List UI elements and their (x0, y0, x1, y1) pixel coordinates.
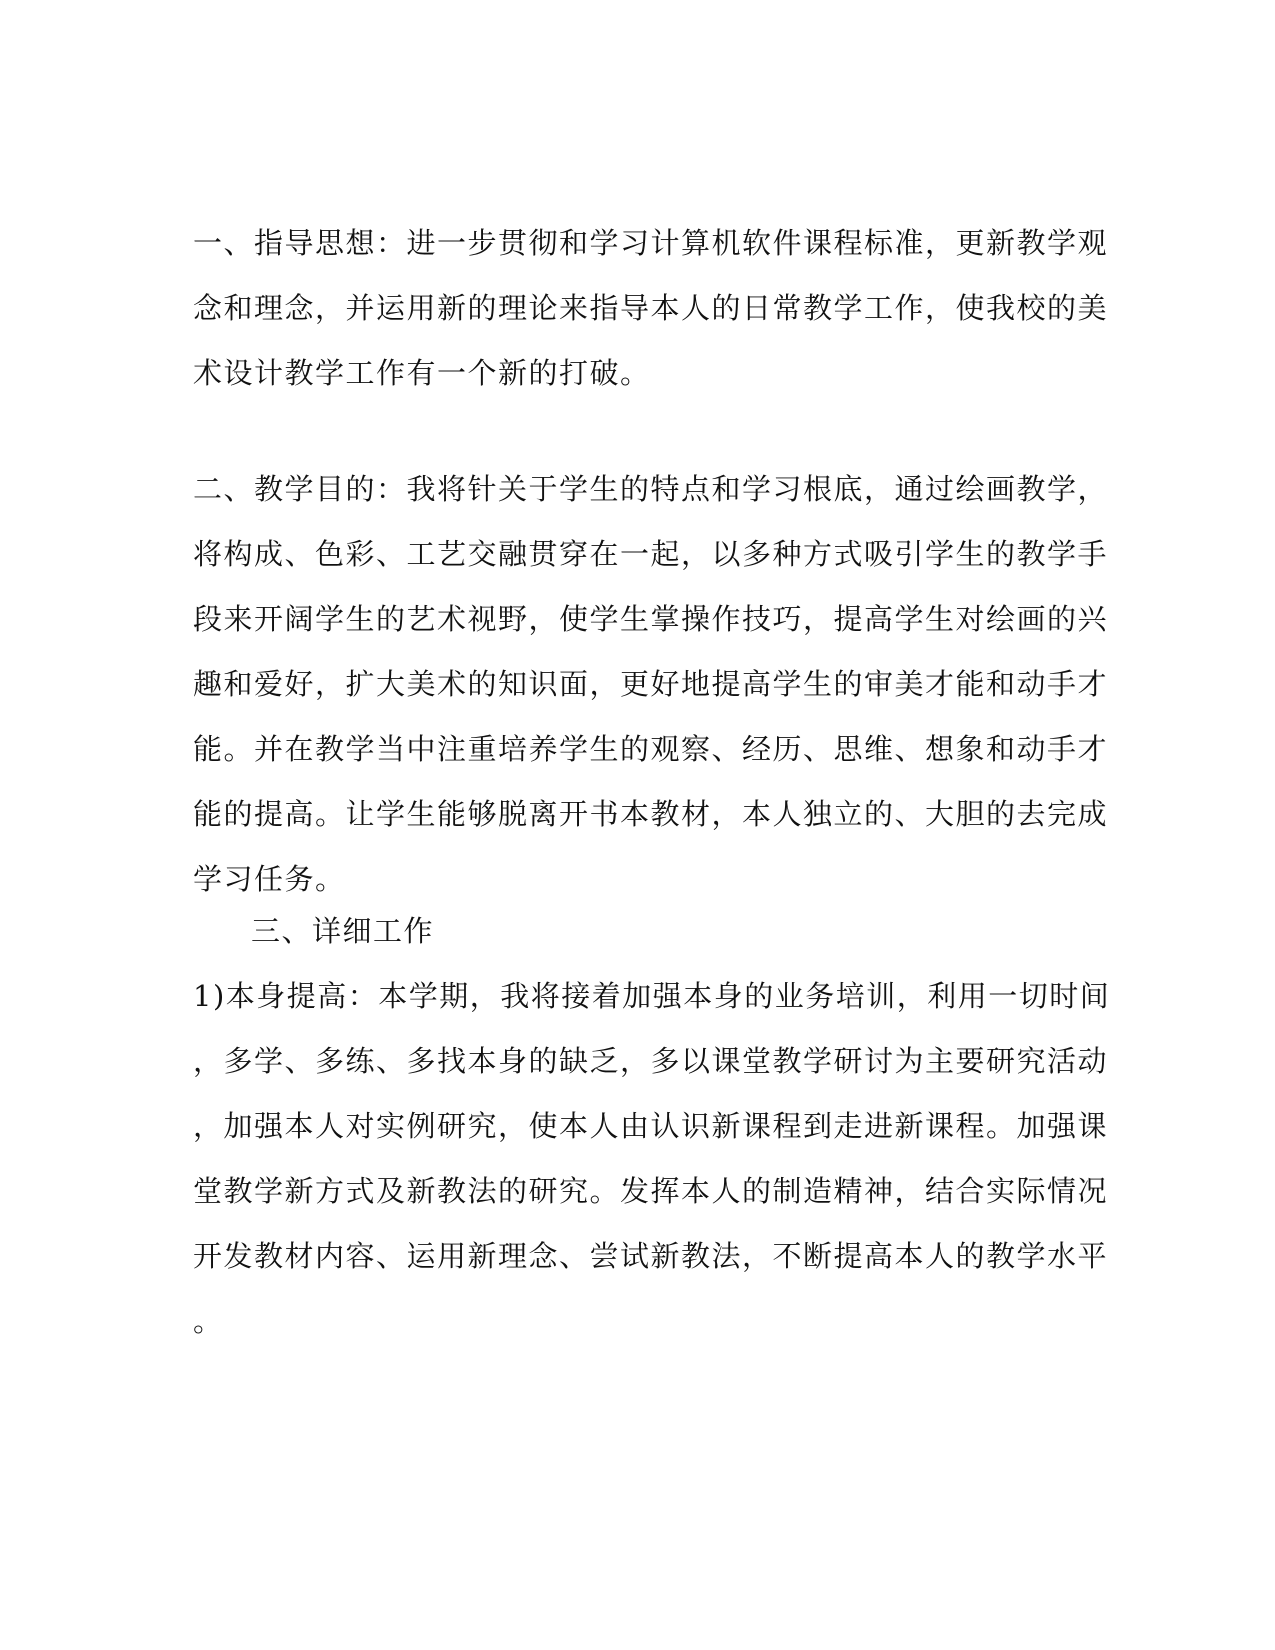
paragraph-line: 堂教学新方式及新教法的研究。发挥本人的制造精神，结合实际情况 (193, 1174, 1109, 1208)
paragraph-line: 段来开阔学生的艺术视野，使学生掌操作技巧，提高学生对绘画的兴 (193, 602, 1109, 636)
section-detailed-work (193, 899, 1111, 1354)
paragraph-line: 术设计教学工作有一个新的打破。 (193, 356, 651, 390)
paragraph-line: 开发教材内容、运用新理念、尝试新教法，不断提高本人的教学水平 (193, 1239, 1109, 1273)
section-heading: 三、详细工作 (251, 914, 435, 948)
paragraph-line: ，多学、多练、多找本身的缺乏，多以课堂教学研讨为主要研究活动 (193, 1044, 1109, 1078)
section-guiding-thought (193, 211, 1109, 406)
paragraph-line: 。 (193, 1304, 224, 1338)
paragraph-line: 趣和爱好，扩大美术的知识面，更好地提高学生的审美才能和动手才 (193, 667, 1109, 701)
paragraph-line: 1)本身提高：本学期，我将接着加强本身的业务培训，利用一切时间 (193, 979, 1111, 1013)
paragraph-line: 学习任务。 (193, 862, 346, 896)
section-teaching-goals (193, 457, 1109, 912)
paragraph-line: 念和理念，并运用新的理论来指导本人的日常教学工作，使我校的美 (193, 291, 1109, 325)
paragraph-line: 能的提高。让学生能够脱离开书本教材，本人独立的、大胆的去完成 (193, 797, 1109, 831)
paragraph-line: 二、教学目的：我将针关于学生的特点和学习根底，通过绘画教学， (193, 472, 1109, 506)
paragraph-line: ，加强本人对实例研究，使本人由认识新课程到走进新课程。加强课 (193, 1109, 1109, 1143)
paragraph-line: 将构成、色彩、工艺交融贯穿在一起，以多种方式吸引学生的教学手 (193, 537, 1109, 571)
paragraph-line: 一、指导思想：进一步贯彻和学习计算机软件课程标准，更新教学观 (193, 226, 1109, 260)
paragraph-line: 能。并在教学当中注重培养学生的观察、经历、思维、想象和动手才 (193, 732, 1109, 766)
